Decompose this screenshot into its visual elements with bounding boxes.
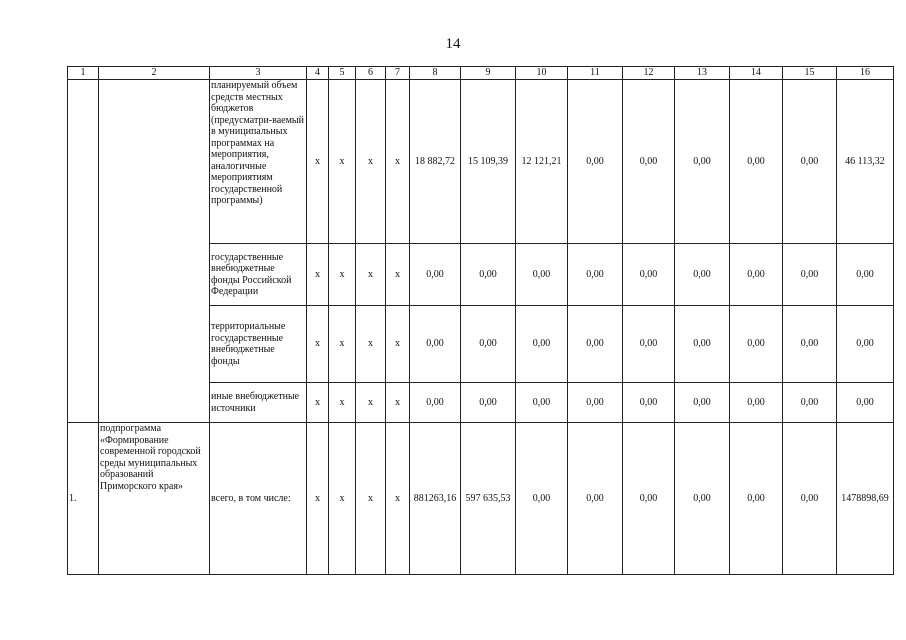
value-cell: 18 882,72: [410, 80, 461, 244]
column-header: 2: [99, 67, 210, 80]
value-cell: x: [356, 244, 386, 306]
value-cell: 1478898,69: [837, 423, 894, 575]
value-cell: 0,00: [461, 306, 516, 383]
value-cell: 0,00: [516, 383, 568, 423]
value-cell: 0,00: [568, 80, 623, 244]
funding-source-cell: планируемый объем средств местных бюджетов (предусматри-ваемый в муниципальных программах на мероприятия, аналогичные мероприятиям государственной программы): [210, 80, 307, 244]
value-cell: x: [329, 80, 356, 244]
value-cell: x: [386, 244, 410, 306]
column-header: 9: [461, 67, 516, 80]
value-cell: 15 109,39: [461, 80, 516, 244]
value-cell: 46 113,32: [837, 80, 894, 244]
value-cell: 0,00: [568, 423, 623, 575]
value-cell: 0,00: [730, 306, 783, 383]
value-cell: x: [329, 306, 356, 383]
value-cell: x: [307, 306, 329, 383]
value-cell: 0,00: [783, 383, 837, 423]
value-cell: 881263,16: [410, 423, 461, 575]
value-cell: 0,00: [461, 244, 516, 306]
column-header: 6: [356, 67, 386, 80]
value-cell: 0,00: [730, 383, 783, 423]
funding-source-cell: территориальные государственные внебюджетные фонды: [210, 306, 307, 383]
index-cell: 1.: [68, 423, 99, 575]
funding-source-cell: иные внебюджетные источники: [210, 383, 307, 423]
value-cell: 12 121,21: [516, 80, 568, 244]
value-cell: 0,00: [516, 244, 568, 306]
value-cell: 0,00: [730, 423, 783, 575]
value-cell: 0,00: [675, 383, 730, 423]
value-cell: 0,00: [623, 306, 675, 383]
column-header: 8: [410, 67, 461, 80]
value-cell: 0,00: [675, 423, 730, 575]
value-cell: 0,00: [675, 306, 730, 383]
value-cell: 0,00: [730, 80, 783, 244]
value-cell: x: [307, 383, 329, 423]
value-cell: x: [307, 244, 329, 306]
value-cell: x: [356, 383, 386, 423]
value-cell: x: [329, 244, 356, 306]
value-cell: 0,00: [730, 244, 783, 306]
value-cell: x: [386, 306, 410, 383]
value-cell: 0,00: [568, 383, 623, 423]
value-cell: 0,00: [410, 244, 461, 306]
value-cell: x: [386, 423, 410, 575]
value-cell: 597 635,53: [461, 423, 516, 575]
column-header: 11: [568, 67, 623, 80]
name-cell: [99, 80, 210, 423]
column-header: 3: [210, 67, 307, 80]
column-header: 13: [675, 67, 730, 80]
value-cell: x: [307, 80, 329, 244]
value-cell: 0,00: [568, 244, 623, 306]
value-cell: 0,00: [675, 244, 730, 306]
budget-table: [67, 66, 894, 575]
value-cell: 0,00: [623, 244, 675, 306]
value-cell: x: [386, 383, 410, 423]
value-cell: x: [329, 383, 356, 423]
column-header: 5: [329, 67, 356, 80]
value-cell: 0,00: [783, 423, 837, 575]
value-cell: 0,00: [623, 383, 675, 423]
index-cell: [68, 80, 99, 423]
value-cell: 0,00: [675, 80, 730, 244]
value-cell: x: [356, 306, 386, 383]
value-cell: 0,00: [516, 306, 568, 383]
column-header: 16: [837, 67, 894, 80]
value-cell: 0,00: [568, 306, 623, 383]
value-cell: 0,00: [783, 306, 837, 383]
value-cell: 0,00: [837, 383, 894, 423]
value-cell: 0,00: [461, 383, 516, 423]
column-header: 1: [68, 67, 99, 80]
column-header: 10: [516, 67, 568, 80]
value-cell: x: [356, 423, 386, 575]
value-cell: x: [356, 80, 386, 244]
column-header: 4: [307, 67, 329, 80]
table-row: [68, 80, 894, 244]
value-cell: 0,00: [783, 244, 837, 306]
value-cell: x: [307, 423, 329, 575]
column-header: 7: [386, 67, 410, 80]
value-cell: 0,00: [837, 244, 894, 306]
column-header: 15: [783, 67, 837, 80]
funding-source-cell: всего, в том числе:: [210, 423, 307, 575]
column-number-row: [68, 67, 894, 80]
table-row: [68, 423, 894, 575]
value-cell: 0,00: [410, 383, 461, 423]
value-cell: 0,00: [410, 306, 461, 383]
value-cell: 0,00: [623, 80, 675, 244]
column-header: 12: [623, 67, 675, 80]
value-cell: x: [386, 80, 410, 244]
column-header: 14: [730, 67, 783, 80]
subprogram-name-cell: подпрограмма «Формирование современной городской среды муниципальных образований Приморского края»: [99, 423, 210, 575]
funding-source-cell: государственные внебюджетные фонды Российской Федерации: [210, 244, 307, 306]
value-cell: 0,00: [623, 423, 675, 575]
value-cell: 0,00: [837, 306, 894, 383]
value-cell: x: [329, 423, 356, 575]
value-cell: 0,00: [783, 80, 837, 244]
value-cell: 0,00: [516, 423, 568, 575]
page-number: 14: [445, 36, 461, 52]
